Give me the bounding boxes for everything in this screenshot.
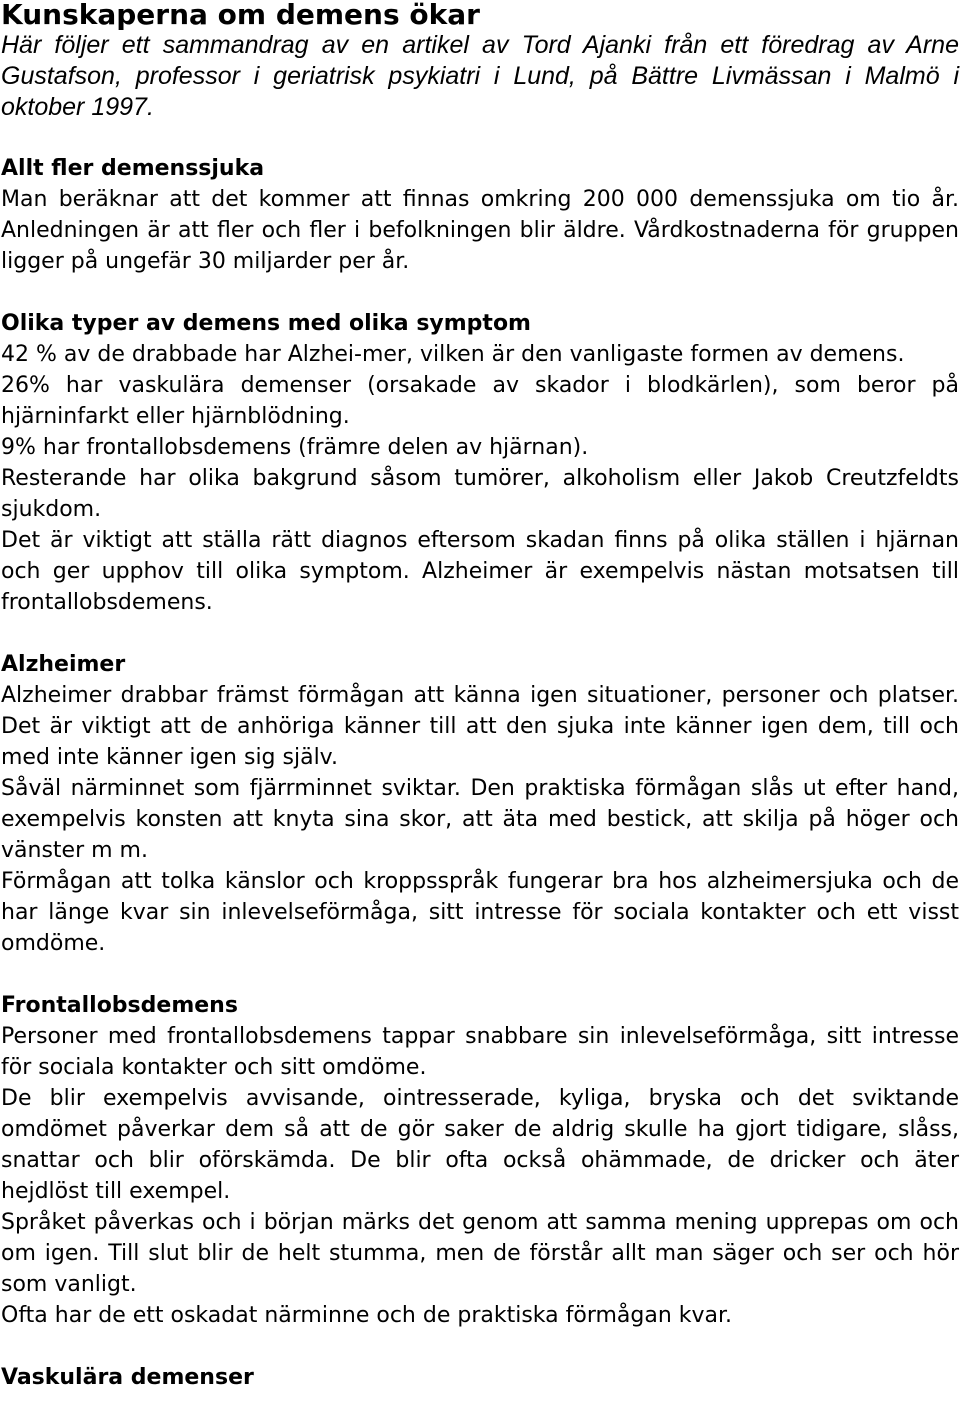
section-paragraph: 42 % av de drabbade har Alzhei-mer, vilken är den vanligaste formen av demens.	[1, 342, 905, 367]
section-paragraph: 26% har vaskulära demenser (orsakade av skador i blodkärlen), som beror på hjärninfarkt eller hjärnblödning.	[1, 373, 959, 429]
section-paragraph: Förmågan att tolka känslor och kroppsspråk fungerar bra hos alzheimersjuka och de har länge kvar sin inlevelseförmåga, sitt intresse för sociala kontakter och ett visst omdöme.	[1, 869, 959, 956]
section-olika-typer	[1, 308, 959, 618]
section-paragraph: De blir exempelvis avvisande, ointresserade, kyliga, bryska och det sviktande omdömet påverkar dem så att de gör saker de aldrig skulle ha gjort tidigare, slåss, snattar och blir oförskämda. De blir ofta också ohämmade, de dricker och äter hejdlöst till exempel.	[1, 1086, 959, 1204]
section-paragraph: Språket påverkas och i början märks det genom att samma mening upprepas om och om igen. Till slut blir de helt stumma, men de förstår allt man säger och ser och hör som vanligt.	[1, 1210, 959, 1297]
section-heading: Alzheimer	[1, 652, 126, 677]
section-heading: Allt fler demenssjuka	[1, 156, 265, 181]
section-frontallobsdemens	[1, 990, 959, 1331]
intro-paragraph: Här följer ett sammandrag av en artikel av Tord Ajanki från ett föredrag av Arne Gustafson, professor i geriatrisk psykiatri i Lund, på Bättre Livmässan i Malmö i oktober 1997.	[1, 31, 959, 121]
section-paragraph: Det är viktigt att ställa rätt diagnos eftersom skadan finns på olika ställen i hjärnan och ger upphov till olika symptom. Alzheimer är exempelvis nästan motsatsen till frontallobsdemens.	[1, 528, 959, 615]
section-alzheimer	[1, 649, 959, 959]
section-paragraph: Resterande har olika bakgrund såsom tumörer, alkoholism eller Jakob Creutzfeldts sjukdom.	[1, 466, 959, 522]
section-paragraph: Såväl närminnet som fjärrminnet sviktar. Den praktiska förmågan slås ut efter hand, exempelvis konsten att knyta sina skor, att äta med bestick, att skilja på höger och vänster m m.	[1, 776, 959, 863]
section-paragraph: Man beräknar att det kommer att finnas omkring 200 000 demenssjuka om tio år. Anledningen är att fler och fler i befolkningen blir äldre. Vårdkostnaderna för gruppen ligger på ungefär 30 miljarder per år.	[1, 187, 959, 274]
section-heading: Vaskulära demenser	[1, 1365, 254, 1390]
section-heading: Olika typer av demens med olika symptom	[1, 311, 531, 336]
document-page	[1, 0, 959, 1393]
section-allt-fler-demenssjuka	[1, 153, 959, 277]
section-paragraph: Personer med frontallobsdemens tappar snabbare sin inlevelseförmåga, sitt intresse för sociala kontakter och sitt omdöme.	[1, 1024, 959, 1080]
document-title: Kunskaperna om demens ökar	[1, 0, 480, 31]
section-paragraph: 9% har frontallobsdemens (främre delen av hjärnan).	[1, 435, 589, 460]
section-heading: Frontallobsdemens	[1, 993, 238, 1018]
section-vaskulara-demenser	[1, 1362, 959, 1393]
section-paragraph: Alzheimer drabbar främst förmågan att känna igen situationer, personer och platser. Det är viktigt att de anhöriga känner till att den sjuka inte känner igen dem, till och med inte känner igen sig själv.	[1, 683, 959, 770]
section-paragraph: Ofta har de ett oskadat närminne och de praktiska förmågan kvar.	[1, 1303, 733, 1328]
